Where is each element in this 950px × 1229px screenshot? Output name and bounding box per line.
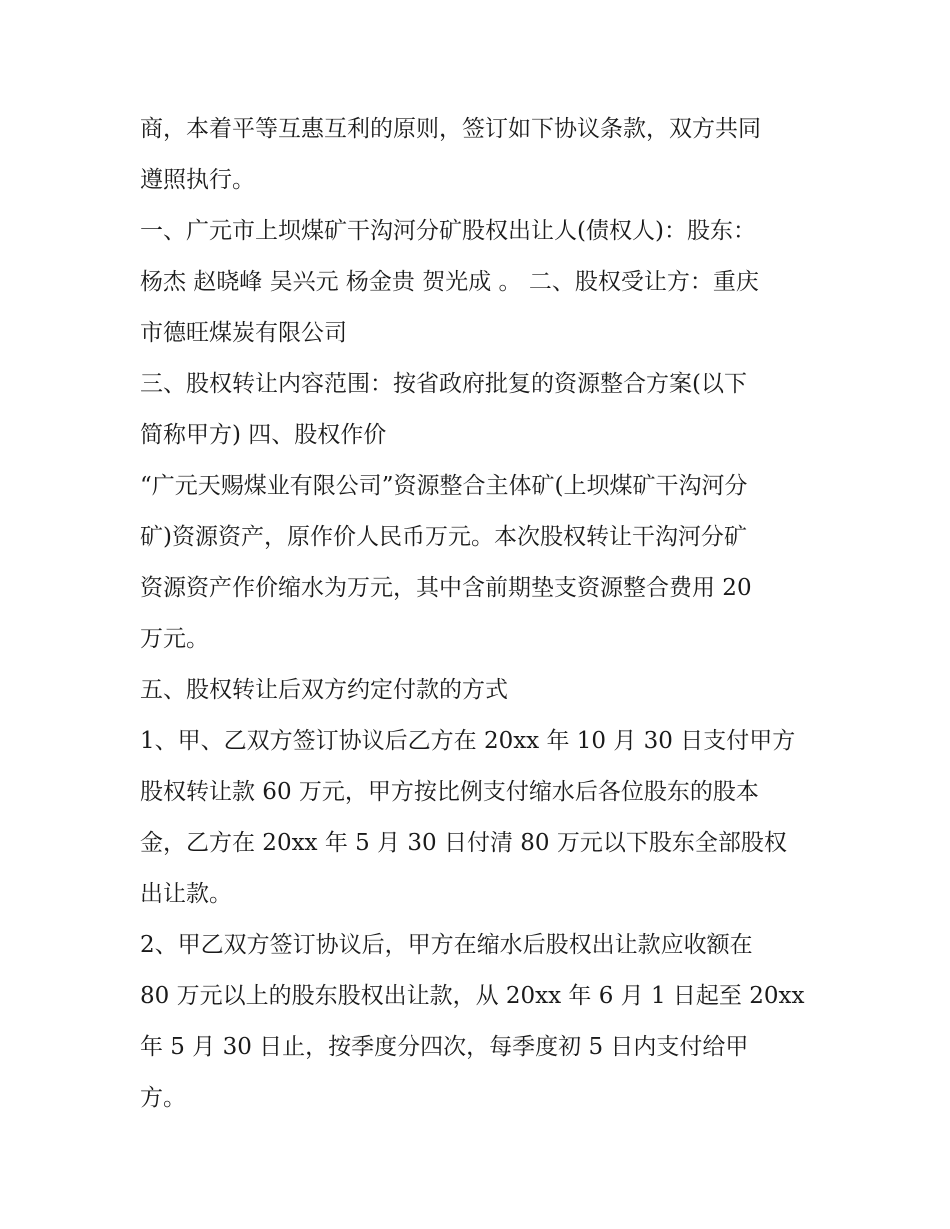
- text-line: 1、甲、乙双方签订协议后乙方在 20xx 年 10 月 30 日支付甲方: [140, 728, 796, 754]
- document-body: [140, 104, 820, 1124]
- text-line: 万元。: [140, 626, 209, 652]
- text-line: 一、广元市上坝煤矿干沟河分矿股权出让人(债权人)：股东：: [140, 218, 756, 244]
- text-line: 遵照执行。: [140, 167, 255, 193]
- text-line: 2、甲乙双方签订协议后，甲方在缩水后股权出让款应收额在: [140, 932, 753, 958]
- text-line: 出让款。: [140, 881, 232, 907]
- text-line: 市德旺煤炭有限公司: [140, 320, 347, 346]
- text-line: 杨杰 赵晓峰 吴兴元 杨金贵 贺光成 。 二、股权受让方：重庆: [140, 269, 759, 295]
- text-line: “广元天赐煤业有限公司”资源整合主体矿(上坝煤矿干沟河分: [140, 473, 748, 499]
- text-line: 简称甲方) 四、股权作价: [140, 422, 387, 448]
- text-line: 资源资产作价缩水为万元，其中含前期垫支资源整合费用 20: [140, 575, 752, 601]
- text-line: 三、股权转让内容范围：按省政府批复的资源整合方案(以下: [140, 371, 747, 397]
- text-line: 五、股权转让后双方约定付款的方式: [140, 677, 508, 703]
- text-line: 80 万元以上的股东股权出让款，从 20xx 年 6 月 1 日起至 20xx: [140, 983, 805, 1009]
- text-line: 年 5 月 30 日止，按季度分四次，每季度初 5 日内支付给甲: [140, 1034, 749, 1060]
- text-line: 股权转让款 60 万元，甲方按比例支付缩水后各位股东的股本: [140, 779, 759, 805]
- text-line: 方。: [140, 1085, 186, 1111]
- text-line: 金，乙方在 20xx 年 5 月 30 日付清 80 万元以下股东全部股权: [140, 830, 787, 856]
- text-line: 商，本着平等互惠互利的原则，签订如下协议条款，双方共同: [140, 116, 761, 142]
- text-line: 矿)资源资产，原作价人民币万元。本次股权转让干沟河分矿: [140, 524, 747, 550]
